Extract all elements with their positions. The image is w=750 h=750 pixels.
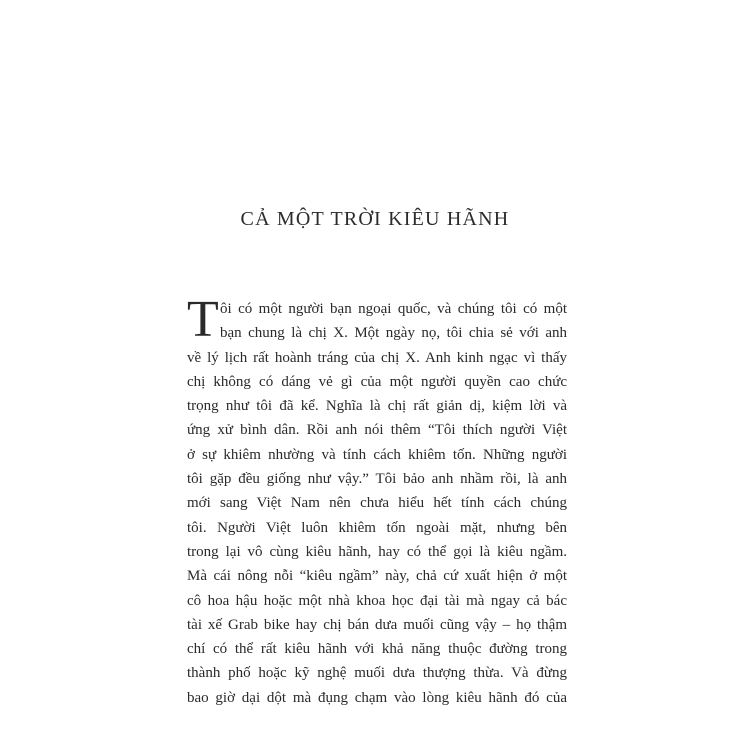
text-line: cô hoa hậu hoặc một nhà khoa học đại tài mà ngay cả bác bbox=[187, 592, 567, 609]
text-line: chị không có dáng vẻ gì của một người quyền cao chức bbox=[187, 373, 567, 390]
text-line: Mà cái nông nỗi “kiêu ngầm” này, chả cứ xuất hiện ở một bbox=[187, 568, 567, 585]
text-line: thành phố hoặc kỹ nghệ muối dưa thượng thừa. Và đừng bbox=[187, 665, 567, 682]
chapter-title: CẢ MỘT TRỜI KIÊU HÃNH bbox=[240, 208, 510, 230]
text-line: trọng như tôi đã kể. Nghĩa là chị rất giản dị, kiệm lời và bbox=[187, 398, 567, 415]
text-line: bạn chung là chị X. Một ngày nọ, tôi chia sẻ với anh bbox=[220, 325, 567, 342]
text-line: tôi gặp đều giống như vậy.” Tôi bảo anh nhầm rồi, là anh bbox=[187, 471, 567, 488]
chapter-body bbox=[187, 291, 567, 710]
text-line: bao giờ dại dột mà đụng chạm vào lòng kiêu hãnh đó của bbox=[187, 689, 567, 706]
text-line: về lý lịch rất hoành tráng của chị X. Anh kinh ngạc vì thấy bbox=[187, 349, 567, 366]
text-line: trong lại vô cùng kiêu hãnh, hay có thể gọi là kiêu ngầm. bbox=[187, 543, 567, 560]
text-line: mới sang Việt Nam nên chưa hiểu hết tính cách chúng bbox=[187, 495, 567, 512]
text-line: tài xế Grab bike hay chị bán dưa muối cũng vậy – họ thậm bbox=[187, 616, 567, 633]
text-line: tôi. Người Việt luôn khiêm tốn ngoài mặt, nhưng bên bbox=[187, 519, 567, 536]
text-line: ôi có một người bạn ngoại quốc, và chúng tôi có một bbox=[220, 301, 567, 317]
drop-cap: T bbox=[187, 291, 219, 348]
text-line: ứng xử bình dân. Rồi anh nói thêm “Tôi thích người Việt bbox=[187, 422, 567, 439]
text-line: chí có thể rất kiêu hãnh với khả năng thuộc đường trong bbox=[187, 641, 567, 658]
text-line: ở sự khiêm nhường và tính cách khiêm tốn. Những người bbox=[187, 446, 567, 463]
